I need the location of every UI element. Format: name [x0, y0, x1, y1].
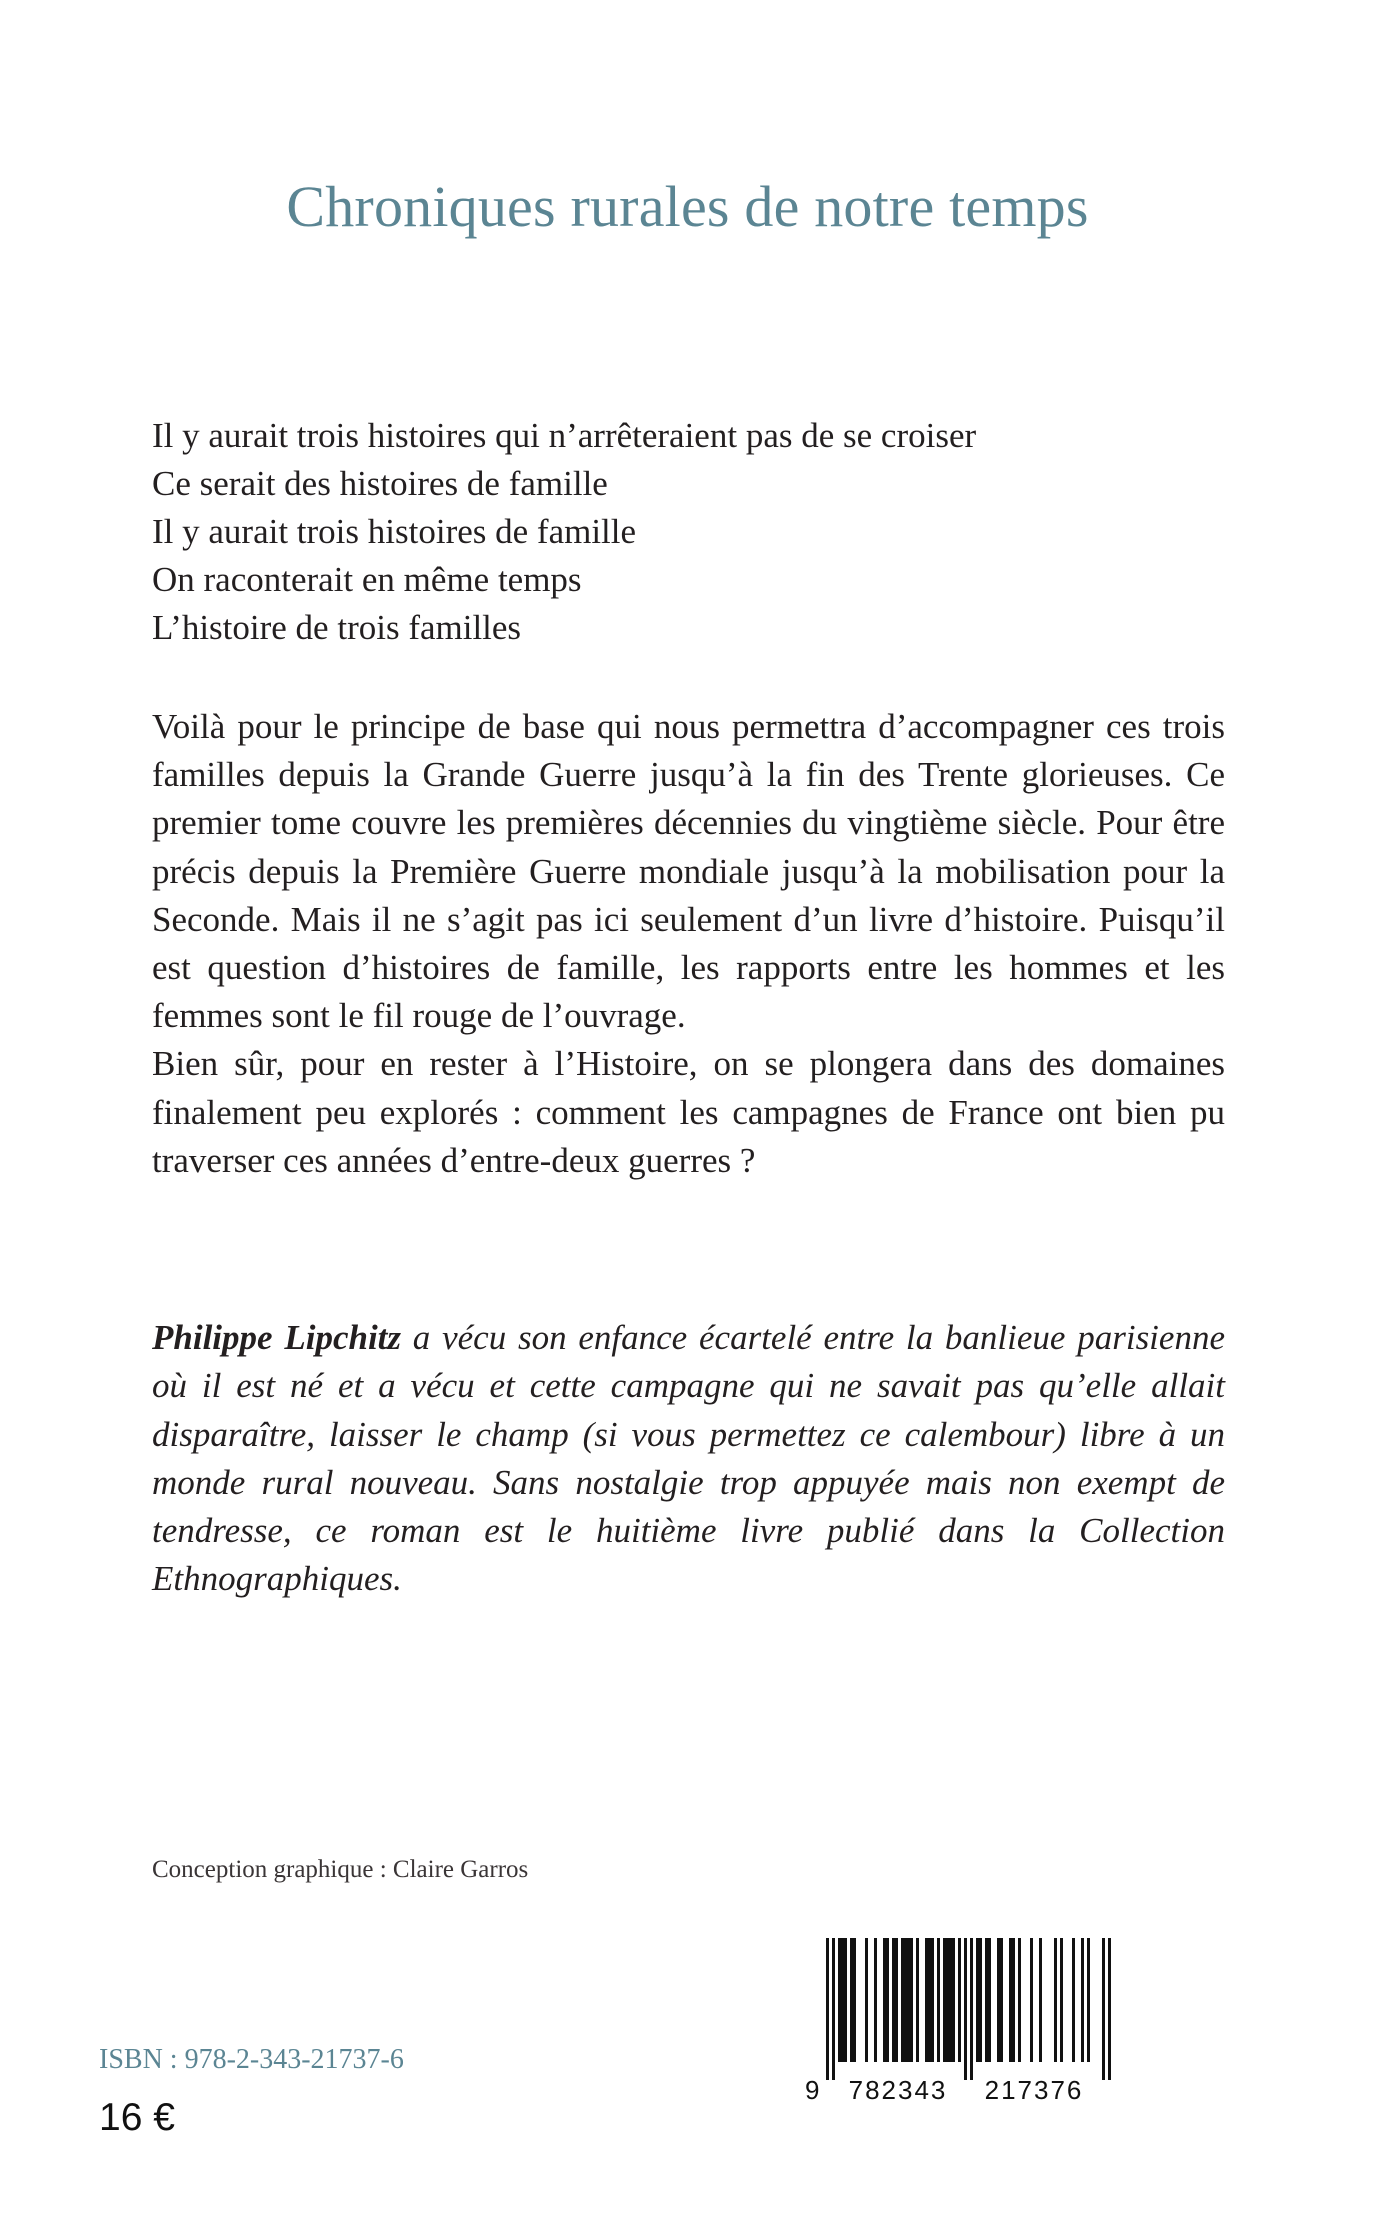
barcode-bar — [841, 1938, 844, 2062]
price: 16 € — [99, 2096, 175, 2139]
summary — [152, 703, 1225, 1185]
barcode-bar — [895, 1938, 898, 2062]
isbn: ISBN : 978-2-343-21737-6 — [99, 2044, 404, 2075]
book-title: Chroniques rurales de notre temps — [286, 174, 1089, 239]
barcode-bar — [952, 1938, 955, 2062]
barcode-bar — [1072, 1938, 1075, 2062]
author-bio — [152, 1314, 1225, 1604]
barcode-bar — [1000, 1938, 1003, 2062]
barcode-bar — [901, 1938, 904, 2062]
barcode-bar — [892, 1938, 895, 2062]
barcode-bar — [1108, 1938, 1111, 2080]
barcode-bar — [904, 1938, 907, 2062]
barcode-bar — [1087, 1938, 1090, 2062]
barcode-bar — [826, 1938, 829, 2080]
barcode-bar — [979, 1938, 982, 2062]
barcode-bar — [853, 1938, 856, 2062]
barcode-graphic — [798, 1934, 1134, 2114]
poem-line: Il y aurait trois histoires qui n’arrêteraient pas de se croiser — [152, 416, 977, 455]
barcode-bar — [1081, 1938, 1084, 2062]
barcode-bar — [838, 1938, 841, 2062]
barcode-bar — [976, 1938, 979, 2062]
barcode-bar — [1012, 1938, 1015, 2062]
poem — [152, 412, 1232, 652]
barcode-bar — [1030, 1938, 1033, 2062]
barcode-bar — [910, 1938, 913, 2062]
poem-line: L’histoire de trois familles — [152, 608, 522, 647]
design-credit: Conception graphique : Claire Garros — [152, 1856, 529, 1883]
barcode-bar — [850, 1938, 853, 2062]
author-bio-text: a vécu son enfance écartelé entre la banlieue parisienne où il est né et a vécu et cette campagne qui ne savait pas qu’elle allait disparaître, laisser le champ (si vous permettez ce calembour) libre à un monde rural nouveau. Sans nostalgie trop appuyée mais non exempt de tendresse, ce roman est le huitième livre publié dans la Collection Ethnographiques. — [152, 1318, 1225, 1599]
barcode-bar — [964, 1938, 967, 2080]
barcode-bar — [886, 1938, 889, 2062]
barcode-bar — [937, 1938, 940, 2062]
barcode-bar — [865, 1938, 868, 2062]
barcode-bar — [1009, 1938, 1012, 2062]
barcode-bar — [943, 1938, 946, 2062]
barcode-bar — [1060, 1938, 1063, 2062]
barcode — [798, 1934, 1134, 2114]
barcode-bar — [928, 1938, 931, 2062]
barcode-bar — [1039, 1938, 1042, 2062]
barcode-bar — [997, 1938, 1000, 2062]
barcode-bar — [958, 1938, 961, 2062]
summary-paragraph: Voilà pour le principe de base qui nous permettra d’accompagner ces trois familles depuis la Grande Guerre jusqu’à la fin des Trente glorieuses. Ce premier tome couvre les premières décennies du vingtième siècle. Pour être précis depuis la Première Guerre mondiale jusqu’à la mobilisation pour la Seconde. Mais il ne s’agit pas ici seulement d’un livre d’histoire. Puisqu’il est question d’histoires de famille, les rapports entre les hommes et les femmes sont le fil rouge de l’ouvrage. — [152, 707, 1225, 1036]
barcode-left-group: 782343 — [848, 2075, 948, 2105]
barcode-first-digit: 9 — [805, 2075, 820, 2105]
barcode-bar — [970, 1938, 973, 2080]
barcode-bar — [1054, 1938, 1057, 2062]
barcode-bar — [925, 1938, 928, 2062]
barcode-bar — [949, 1938, 952, 2062]
author-name: Philippe Lipchitz — [152, 1318, 402, 1357]
barcode-bar — [883, 1938, 886, 2062]
barcode-bar — [844, 1938, 847, 2062]
barcode-bar — [907, 1938, 910, 2062]
barcode-bar — [832, 1938, 835, 2080]
barcode-bar — [931, 1938, 934, 2062]
barcode-bar — [988, 1938, 991, 2062]
poem-line: Ce serait des histoires de famille — [152, 464, 608, 503]
barcode-bar — [985, 1938, 988, 2062]
barcode-bar — [916, 1938, 919, 2062]
barcode-bar — [1018, 1938, 1021, 2062]
barcode-right-group: 217376 — [984, 2075, 1084, 2105]
poem-line: On raconterait en même temps — [152, 560, 582, 599]
summary-paragraph: Bien sûr, pour en rester à l’Histoire, on se plongera dans des domaines finalement peu explorés : comment les campagnes de France ont bien pu traverser ces années d’entre-deux guerres ? — [152, 1044, 1225, 1180]
barcode-bar — [1102, 1938, 1105, 2080]
barcode-bar — [946, 1938, 949, 2062]
barcode-bar — [874, 1938, 877, 2062]
poem-line: Il y aurait trois histoires de famille — [152, 512, 637, 551]
